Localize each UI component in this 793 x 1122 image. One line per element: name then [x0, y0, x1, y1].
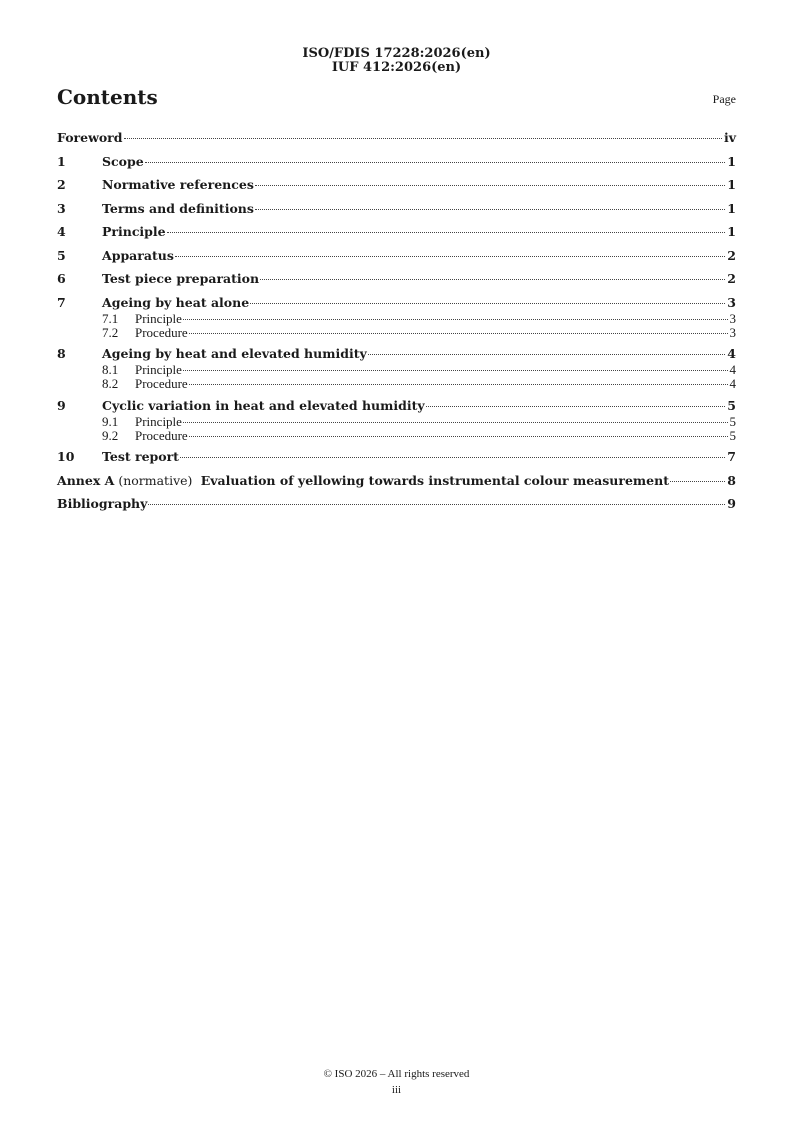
dot-leader	[368, 354, 726, 355]
toc-title: Test piece preparation	[102, 271, 260, 286]
dot-leader	[670, 481, 725, 482]
toc-entry-apparatus[interactable]	[57, 248, 736, 265]
toc-entry-foreword[interactable]	[57, 130, 736, 147]
toc-page: 8	[727, 472, 736, 488]
toc-number: 4	[57, 224, 66, 239]
toc-number: 8.1	[102, 362, 119, 377]
toc-page: 9	[727, 496, 736, 511]
toc-number: 8.2	[102, 376, 119, 391]
toc-page: 5	[727, 397, 736, 413]
dot-leader	[250, 303, 725, 304]
dot-leader	[124, 138, 722, 139]
dot-leader	[145, 162, 726, 163]
toc-title: Evaluation of yellowing towards instrumental colour measurement	[196, 472, 669, 488]
dot-leader	[183, 319, 728, 320]
toc-subentry-7-1[interactable]	[57, 312, 736, 326]
toc-number: 8	[57, 346, 66, 361]
dot-leader	[175, 256, 725, 257]
toc-page: 1	[727, 177, 736, 192]
toc-title: Ageing by heat alone	[102, 294, 250, 310]
toc-number: 9.1	[102, 413, 119, 429]
toc-title: Apparatus	[102, 247, 174, 263]
toc-entry-bibliography[interactable]	[57, 496, 736, 513]
toc-page: 1	[727, 200, 736, 216]
dot-leader	[426, 406, 726, 407]
toc-title: Cyclic variation in heat and elevated humidity	[102, 397, 425, 413]
toc-title: Test report	[102, 449, 179, 464]
toc-page: 1	[727, 224, 736, 239]
toc-number: 5	[57, 247, 66, 263]
dot-leader	[189, 333, 728, 334]
toc-number: 10	[57, 449, 75, 464]
toc-page: 4	[729, 376, 736, 391]
toc-page: 1	[727, 153, 736, 169]
toc-page: 5	[729, 413, 736, 429]
toc-page: iv	[723, 130, 736, 145]
toc-entry-terms-and-definitions[interactable]	[57, 201, 736, 218]
toc-number: 7.1	[102, 310, 119, 326]
toc-title: Normative references	[102, 177, 254, 192]
page-footer	[0, 1066, 793, 1098]
toc-title: Principle	[135, 362, 182, 377]
dot-leader	[189, 384, 728, 385]
toc-entry-principle[interactable]	[57, 224, 736, 241]
toc-entry-ageing-by-heat-alone[interactable]	[57, 295, 736, 312]
toc-title: Bibliography	[57, 496, 148, 511]
dot-leader	[148, 504, 725, 505]
toc-title: Scope	[102, 153, 144, 169]
dot-leader	[255, 185, 725, 186]
toc-number: 6	[57, 271, 66, 286]
toc-page: 4	[727, 346, 736, 361]
dot-leader	[189, 436, 728, 437]
annex-label: Annex A	[57, 472, 115, 488]
toc-title: Principle	[135, 310, 182, 326]
toc-number: 7.2	[102, 324, 119, 340]
contents-heading: Contents	[57, 85, 158, 109]
toc-number: 9.2	[102, 427, 119, 443]
toc-page: 3	[727, 294, 736, 310]
toc-entry-cyclic-variation[interactable]	[57, 398, 736, 415]
dot-leader	[255, 209, 725, 210]
toc-page: 2	[727, 247, 736, 263]
dot-leader	[183, 422, 728, 423]
toc-title: Foreword	[57, 130, 123, 145]
dot-leader	[167, 232, 726, 233]
toc-number: 9	[57, 397, 66, 413]
toc-title: Procedure	[135, 427, 188, 443]
toc-page: 3	[729, 310, 736, 326]
page-column-label: Page	[712, 92, 736, 106]
toc-title: Principle	[102, 224, 166, 239]
toc-page: 3	[729, 324, 736, 340]
document-id-iuf: IUF 412:2026(en)	[331, 60, 462, 75]
dot-leader	[180, 457, 725, 458]
toc-title: Principle	[135, 413, 182, 429]
copyright-notice: © ISO 2026 – All rights reserved	[323, 1068, 470, 1080]
toc-page: 2	[727, 271, 736, 286]
toc-number: 2	[57, 177, 66, 192]
toc-title: Procedure	[135, 376, 188, 391]
toc-page: 5	[729, 427, 736, 443]
toc-subentry-9-2[interactable]	[57, 429, 736, 443]
toc-number: 3	[57, 200, 66, 216]
toc-entry-normative-references[interactable]	[57, 177, 736, 194]
table-of-contents	[57, 130, 736, 513]
toc-entry-ageing-heat-humidity[interactable]	[57, 346, 736, 363]
toc-subentry-9-1[interactable]	[57, 415, 736, 429]
toc-entry-scope[interactable]	[57, 154, 736, 171]
annex-qualifier: (normative)	[114, 472, 197, 488]
toc-number: 1	[57, 153, 66, 169]
toc-entry-test-piece-preparation[interactable]	[57, 271, 736, 288]
toc-subentry-8-1[interactable]	[57, 363, 736, 377]
toc-title: Terms and definitions	[102, 200, 254, 216]
toc-subentry-7-2[interactable]	[57, 326, 736, 340]
toc-page: 7	[727, 449, 736, 464]
toc-entry-test-report[interactable]	[57, 449, 736, 466]
toc-title: Procedure	[135, 324, 188, 340]
page-number: iii	[391, 1084, 402, 1096]
document-id-iso: ISO/FDIS 17228:2026(en)	[302, 46, 491, 61]
toc-number: 7	[57, 294, 66, 310]
dot-leader	[260, 279, 725, 280]
document-header	[0, 47, 793, 75]
toc-page: 4	[729, 362, 736, 377]
toc-subentry-8-2[interactable]	[57, 377, 736, 391]
dot-leader	[183, 370, 728, 371]
toc-title: Ageing by heat and elevated humidity	[102, 346, 367, 361]
toc-entry-annex-a[interactable]	[57, 473, 736, 490]
